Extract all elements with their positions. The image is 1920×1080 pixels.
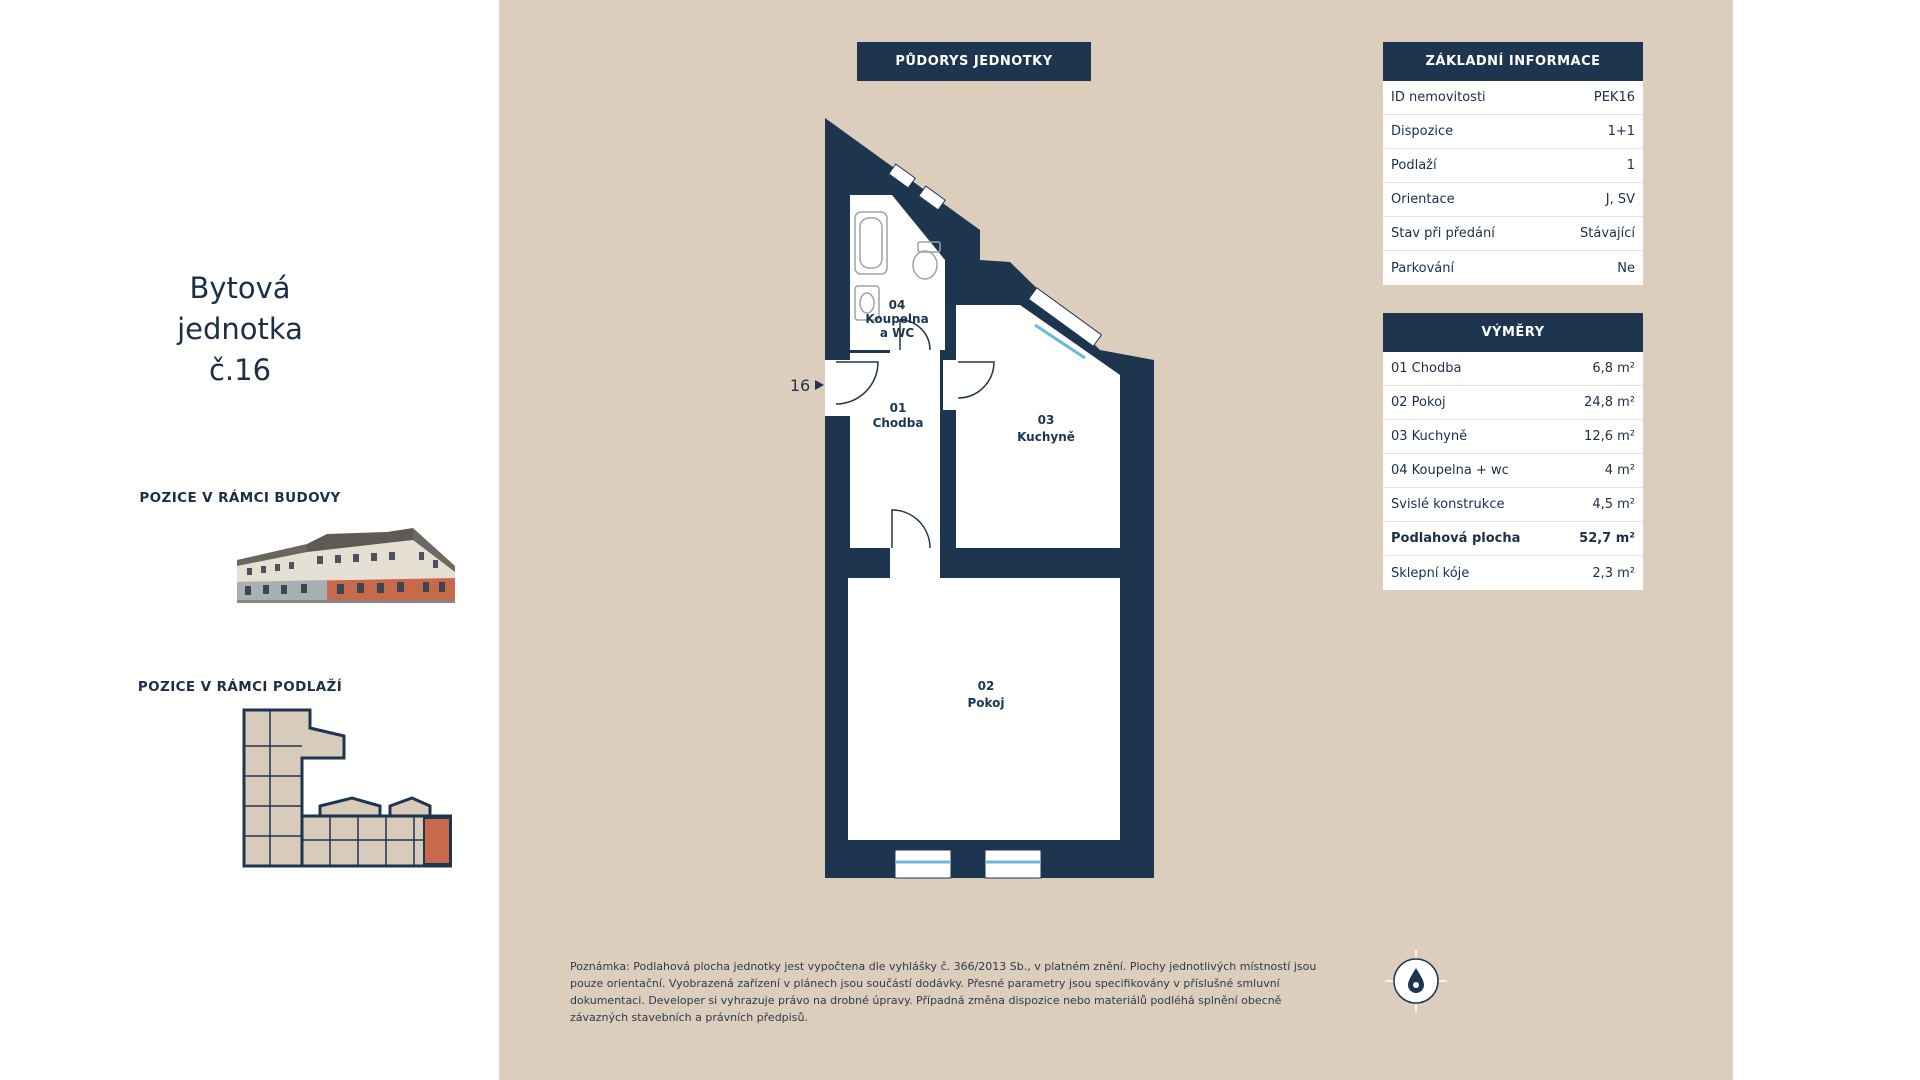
room-01-name: Chodba: [872, 416, 924, 430]
area-row: [1383, 420, 1643, 454]
unit-title-line-1: Bytová: [189, 271, 291, 305]
area-value: 6,8 m²: [1592, 361, 1635, 376]
right-margin: [1733, 0, 1920, 1080]
unit-title-line-2: jednotka: [177, 312, 303, 346]
room-04-name-line2: a WC: [879, 326, 915, 340]
area-value: 4,5 m²: [1592, 497, 1635, 512]
info-row: [1383, 115, 1643, 149]
compass-icon: [1383, 948, 1449, 1014]
area-label: 02 Pokoj: [1391, 395, 1446, 410]
area-row: [1383, 352, 1643, 386]
info-label: Orientace: [1391, 192, 1455, 207]
area-row: [1383, 488, 1643, 522]
building-position-image: [237, 522, 455, 604]
info-value: 1: [1626, 158, 1635, 173]
room-04-number: 04: [888, 298, 906, 312]
floor-position-image: [240, 706, 452, 874]
info-row: [1383, 149, 1643, 183]
floor-position-heading: POZICE V RÁMCI PODLAŽÍ: [137, 679, 343, 695]
area-label: 04 Koupelna + wc: [1391, 463, 1509, 478]
info-row: [1383, 217, 1643, 251]
area-label: 01 Chodba: [1391, 361, 1462, 376]
entrance-number: 16: [789, 376, 811, 395]
info-label: ID nemovitosti: [1391, 90, 1486, 105]
triangle-right-icon: [815, 380, 824, 390]
building-position-heading: POZICE V RÁMCI BUDOVY: [139, 490, 341, 506]
info-value: Stávající: [1580, 226, 1635, 241]
area-value: 4 m²: [1604, 463, 1635, 478]
area-row-total: [1383, 522, 1643, 556]
info-value: Ne: [1617, 260, 1635, 276]
basic-info-panel: [1383, 42, 1643, 285]
area-label: Sklepní kóje: [1391, 565, 1470, 581]
room-04-name-line1: Koupelna: [865, 312, 929, 326]
room-01-number: 01: [889, 401, 907, 415]
info-value: PEK16: [1593, 90, 1635, 105]
info-label: Stav při předání: [1391, 226, 1495, 241]
areas-panel: [1383, 313, 1643, 590]
area-row: [1383, 386, 1643, 420]
info-row: [1383, 183, 1643, 217]
room-03-name: Kuchyně: [1017, 430, 1075, 444]
area-label: Podlahová plocha: [1391, 531, 1521, 546]
room-03-number: 03: [1037, 413, 1055, 427]
info-label: Parkování: [1391, 260, 1455, 276]
floorplan-drawing: [780, 110, 1180, 890]
area-value: 2,3 m²: [1592, 565, 1635, 581]
info-label: Podlaží: [1391, 158, 1437, 173]
basic-info-title: ZÁKLADNÍ INFORMACE: [1383, 42, 1643, 81]
info-label: Dispozice: [1391, 124, 1454, 139]
room-02-name: Pokoj: [967, 696, 1005, 710]
disclaimer-note: Poznámka: Podlahová plocha jednotky jest vypočtena dle vyhlášky č. 366/2013 Sb., v platném znění. Plochy jednotlivých místností jsou pouze orientační. Vyobrazená zařízení v plánech jsou součástí dodávky. Přesné parametry jsou specifikovány v příslušné smluvní dokumentaci. Developer si vyhrazuje právo na drobné úpravy. Případná změna dispozice nebo materiálů podléhá splnění obecně závazných stavebních a právních předpisů.: [570, 960, 1317, 1024]
area-row: [1383, 454, 1643, 488]
info-value: 1+1: [1607, 124, 1635, 139]
area-label: 03 Kuchyně: [1391, 429, 1468, 444]
info-value: J, SV: [1605, 192, 1635, 207]
area-row: [1383, 556, 1643, 590]
areas-title: VÝMĚRY: [1383, 313, 1643, 352]
area-label: Svislé konstrukce: [1391, 497, 1505, 512]
room-02-number: 02: [977, 679, 995, 693]
room-01-hallway: [850, 353, 940, 548]
area-value: 24,8 m²: [1584, 395, 1635, 410]
area-value: 12,6 m²: [1584, 429, 1635, 444]
area-value: 52,7 m²: [1579, 531, 1635, 546]
info-row: [1383, 251, 1643, 285]
unit-title-line-3: č.16: [208, 353, 272, 387]
unit-title: [140, 268, 340, 391]
left-panel: [0, 0, 500, 1080]
floorplan-header: PŮDORYS JEDNOTKY: [857, 42, 1091, 81]
info-row: [1383, 81, 1643, 115]
